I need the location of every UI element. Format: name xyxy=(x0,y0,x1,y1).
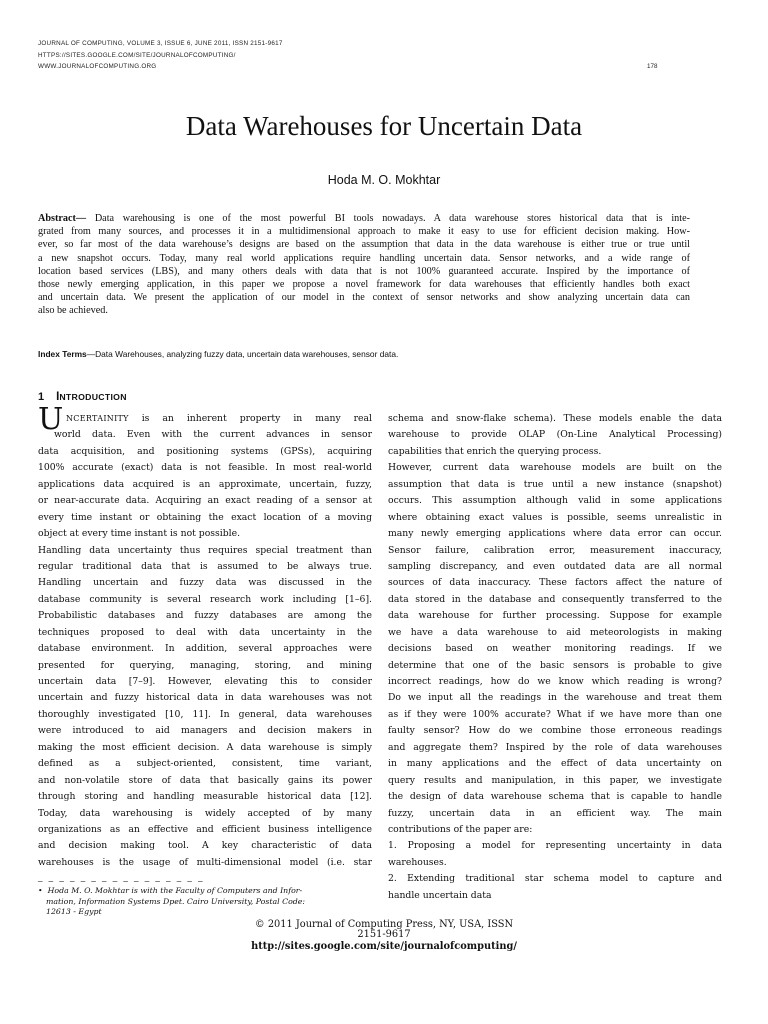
abstract-line: ever, so far most of the data warehouse’s designs are based on the assumption that data in the data warehouse is either true or true until xyxy=(38,239,690,251)
abstract-line: and uncertain data. We present the application of our model in the context of sensor networks and show analyzing uncertain data can xyxy=(38,292,690,304)
section-title-rest: NTRODUCTION xyxy=(59,392,127,402)
body-line: sources of data inaccuracy. These factors affect the nature of xyxy=(388,577,722,589)
first-word-smallcaps: NCERTAINITY xyxy=(66,414,129,423)
abstract-line: Abstract— Data warehousing is one of the most powerful BI tools nowadays. A data warehouse stores historical data that is inte- xyxy=(38,213,690,224)
journal-url: http://sites.google.com/site/journalofcomputing/ xyxy=(251,941,517,952)
body-left-column xyxy=(38,411,372,871)
footnote-bullet: • xyxy=(38,886,43,895)
copyright-issn: 2151-9617 xyxy=(357,929,411,940)
copyright-line: © 2011 Journal of Computing Press, NY, USA, ISSN xyxy=(254,919,514,930)
journal-header-line: JOURNAL OF COMPUTING, VOLUME 3, ISSUE 6, JUNE 2011, ISSN 2151-9617 xyxy=(38,40,283,47)
abstract-line: those newly emerging application, in this paper we propose a novel framework for data warehouses that efficiently handles both exact xyxy=(38,279,690,291)
paper-title: Data Warehouses for Uncertain Data xyxy=(185,111,583,141)
body-line: where obtaining exact values is possible, seems unrealistic in xyxy=(388,511,722,523)
body-line: and non-volatile store of data that basically gains its power xyxy=(38,774,372,786)
body-line: world data. Even with the current advances in sensor xyxy=(54,429,372,441)
body-line: Probabilistic databases and fuzzy databases are among the xyxy=(38,610,372,622)
body-line: uncertain data [7–9]. However, elevating this to consider xyxy=(38,676,372,687)
body-line: handle uncertain data xyxy=(388,889,492,901)
footnote-line: 12613 - Egypt xyxy=(46,907,102,916)
body-line: and aggregate them? Inspired by the role of data warehouses xyxy=(388,741,722,753)
body-line: Handling uncertain and fuzzy data was discussed in the xyxy=(38,577,372,589)
copyright-notice xyxy=(0,920,768,940)
body-line: making the most efficient decision. A data warehouse is simply xyxy=(38,741,372,753)
body-line: every time instant or obtaining the exact location of a moving xyxy=(38,511,372,523)
body-line: many newly emerging applications where data error can occur. xyxy=(388,528,722,540)
index-terms xyxy=(38,349,398,359)
body-line: capabilities that enrich the querying process. xyxy=(388,445,602,457)
body-line: contributions of the paper are: xyxy=(388,823,533,835)
drop-cap: U xyxy=(38,402,64,437)
paper-author: Hoda M. O. Mokhtar xyxy=(327,173,441,187)
body-line: data warehouse for further processing. Suppose for example xyxy=(388,610,722,622)
body-line: query results and manipulation, in this paper, we investigate xyxy=(388,774,722,786)
journal-header-website: WWW.JOURNALOFCOMPUTING.ORG xyxy=(38,63,157,70)
body-line: thoroughly investigated [10, 11]. In general, data warehouses xyxy=(38,708,372,720)
body-line: Do we input all the readings in the warehouse and treat them xyxy=(388,692,722,704)
abstract-dash: — xyxy=(75,213,87,224)
body-line: were introduced to aid managers and decision makers in xyxy=(38,725,372,737)
body-line: organizations as an effective and efficient business intelligence xyxy=(38,823,372,835)
body-line: 2. Extending traditional star schema model to capture and xyxy=(388,873,722,885)
body-line: assumption that data is true until a new instance (snapshot) xyxy=(388,478,722,490)
body-line: applications data acquired is an approximate, uncertain, fuzzy, xyxy=(38,478,372,490)
journal-header-url: HTTPS://SITES.GOOGLE.COM/SITE/JOURNALOFCOMPUTING/ xyxy=(38,52,236,59)
page-number: 178 xyxy=(647,63,658,70)
footnote-line: • Hoda M. O. Mokhtar is with the Faculty of Computers and Infor- xyxy=(38,886,303,895)
body-line: 1. Proposing a model for representing uncertainty in data xyxy=(388,840,722,852)
body-right-column xyxy=(388,411,722,904)
body-line: warehouse to provide OLAP (On-Line Analytical Processing) xyxy=(388,429,722,441)
body-line: Handling data uncertainty thus requires special treatment than xyxy=(38,544,372,556)
body-line: sampling discrepancy, and even outdated data are all normal xyxy=(388,560,722,572)
abstract xyxy=(38,212,690,318)
body-line: uncertain and fuzzy historical data in data warehouses was not xyxy=(38,692,372,704)
body-line: as if they were 100% accurate? What if we have more than one xyxy=(388,708,722,720)
body-line: fuzzy, uncertain data in an efficient way. The main xyxy=(388,807,722,819)
section-number: 1 xyxy=(38,391,45,403)
body-line: warehouses is the usage of multi-dimensional model (i.e. star xyxy=(38,856,372,868)
body-line: decisions based on weather monitoring readings. If we xyxy=(388,643,722,655)
abstract-line: a new snapshot occurs. Today, many real world applications require handling uncertain data. Sensor networks, and a wide range of xyxy=(38,252,690,264)
section-title-initial: I xyxy=(56,391,60,403)
body-line: occurs. This assumption although valid in some applications xyxy=(388,495,722,507)
body-line: in many applications and the effect of data uncertainty on xyxy=(388,758,722,770)
index-terms-label: Index Terms xyxy=(38,349,87,359)
body-line: database community is several research work including [1–6]. xyxy=(38,593,372,605)
abstract-line: also be achieved. xyxy=(38,305,108,317)
body-line: NCERTAINITY is an inherent property in many real xyxy=(66,413,372,424)
body-line: faulty sensor? How do we combine those erroneous readings xyxy=(388,725,722,737)
body-line: However, current data warehouse models are built on the xyxy=(388,462,722,474)
body-line: we have a data warehouse to aid meteorologists in making xyxy=(388,626,722,638)
body-line: presented for querying, managing, storing, and mining xyxy=(38,659,372,671)
body-line: incorrect readings, how do we know which reading is wrong? xyxy=(388,676,722,687)
abstract-label: Abstract xyxy=(38,213,76,224)
body-line: regular traditional data that is assumed to be always true. xyxy=(38,560,372,572)
footnote-line: mation, Information Systems Dpet. Cairo University, Postal Code: xyxy=(46,896,305,906)
index-terms-text: —Data Warehouses, analyzing fuzzy data, uncertain data warehouses, sensor data. xyxy=(86,349,399,359)
body-line: warehouses. xyxy=(388,856,447,868)
body-line: schema and snow-flake schema). These models enable the data xyxy=(388,413,722,424)
body-line: data stored in the database and consequently transferred to the xyxy=(388,593,722,605)
body-line: techniques proposed to deal with data uncertainty in the xyxy=(38,626,372,638)
abstract-line: location based services (LBS), and many others deals with data that is not 100% guaranteed accurate. Inspired by the importance of xyxy=(38,265,690,277)
body-line: or near-accurate data. Acquiring an exact reading of a sensor at xyxy=(38,495,372,507)
body-line: through storing and handling measurable historical data [12]. xyxy=(38,791,372,803)
footnote xyxy=(38,886,305,918)
body-line: determine that one of the basic sensors is probable to give xyxy=(388,659,722,671)
body-line: Today, data warehousing is widely accepted of by many xyxy=(38,807,372,819)
body-line: data acquisition, and positioning systems (GPSs), acquiring xyxy=(38,445,372,457)
body-line: the design of data warehouse schema that is capable to handle xyxy=(388,791,722,803)
body-line: 100% accurate (exact) data is not feasible. In most real-world xyxy=(38,462,372,474)
body-line: object at every time instant is not possible. xyxy=(38,528,241,540)
body-line: defined as a subject-oriented, consistent, time variant, xyxy=(38,758,372,770)
body-line: and decision making tool. A key characteristic of data xyxy=(38,840,372,852)
body-line: database environment. In addition, several approaches were xyxy=(38,643,372,655)
footnote-rule: _ _ _ _ _ _ _ _ _ _ _ _ _ _ _ _ xyxy=(38,873,205,882)
body-line: Sensor failure, calibration error, measurement inaccuracy, xyxy=(388,544,722,556)
abstract-line: grated from many sources, and processes it in a multidimensional approach to make it easy to use for efficient decision making. How- xyxy=(38,226,690,238)
